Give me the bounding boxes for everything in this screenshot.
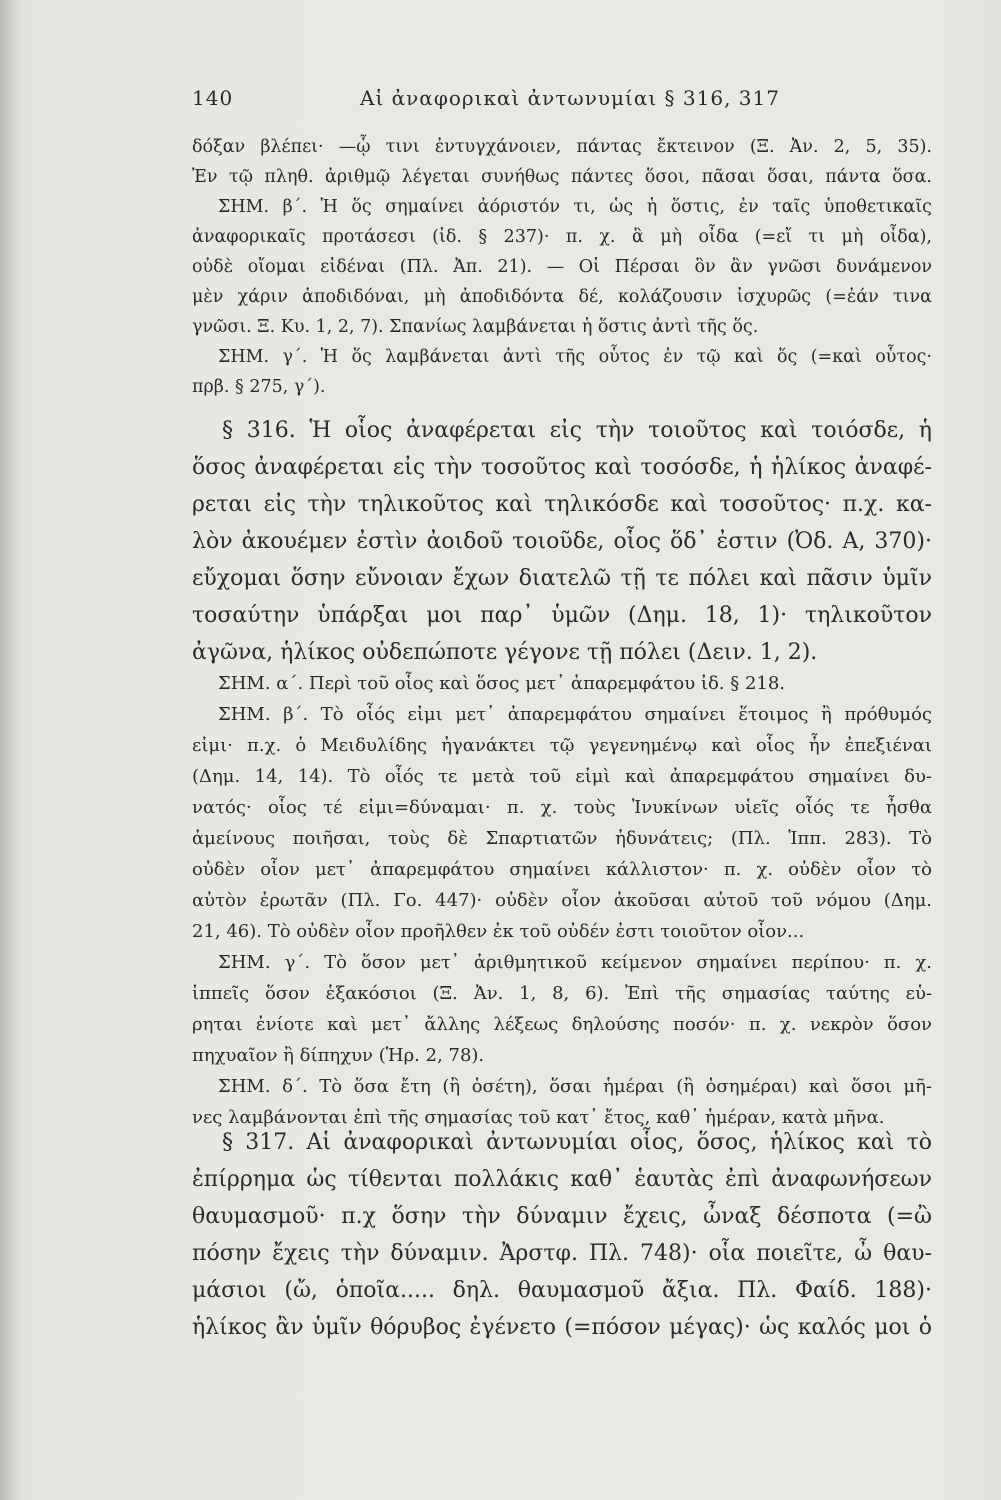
text-line: ρεται εἰς τὴν τηλικοῦτος καὶ τηλικόσδε καὶ τοσοῦτος· π.χ. κα- [192,492,932,517]
section-heading-line: § 317. Αἱ ἀναφορικαὶ ἀντωνυμίαι οἷος, ὅσος, ἡλίκος καὶ τὸ [222,1130,932,1155]
text-line: (Δημ. 14, 14). Τὸ οἷός τε μετὰ τοῦ εἰμὶ καὶ ἀπαρεμφάτου σημαίνει δυ- [192,766,932,787]
text-line: ΣΗΜ. γ΄. Τὸ ὅσον μετ᾽ ἀριθμητικοῦ κείμενον σημαίνει περίπου· π. χ. [218,952,932,973]
text-line: θαυμασμοῦ· π.χ ὅσην τὴν δύναμιν ἔχεις, ὦναξ δέσποτα (=ὢ [192,1204,932,1229]
text-line: πηχυαῖον ἢ δίπηχυν (Ἡρ. 2, 78). [192,1045,485,1066]
text-line: οὐδὲν οἷον μετ᾽ ἀπαρεμφάτου σημαίνει κάλλιστον· π. χ. οὐδὲν οἷον τὸ [192,859,932,880]
section-316 [192,412,932,671]
binding-shadow [0,0,22,1500]
text-line: ἡλίκος ἂν ὑμῖν θόρυβος ἐγένετο (=πόσον μέγας)· ὡς καλός μοι ὁ [192,1315,932,1340]
text-line: λὸν ἀκουέμεν ἐστὶν ἀοιδοῦ τοιοῦδε, οἷος ὅδ᾽ ἐστιν (Ὀδ. Α, 370)· [192,529,932,554]
text-line: εἰμι· π.χ. ὁ Μειδυλίδης ἠγανάκτει τῷ γεγενημένῳ καὶ οἷος ἦν ἐπεξιέναι [192,735,932,756]
text-line: ΣΗΜ. δ΄. Τὸ ὅσα ἔτη (ἢ ὁσέτη), ὅσαι ἡμέραι (ἢ ὁσημέραι) καὶ ὅσοι μῆ- [218,1076,932,1097]
text-line: ΣΗΜ. β΄. Ἡ ὅς σημαίνει ἀόριστόν τι, ὡς ἡ ὅστις, ἐν ταῖς ὑποθετικαῖς [218,197,932,217]
running-title: Αἱ ἀναφορικαὶ ἀντωνυμίαι § 316, 317 [360,86,780,110]
text-line: ρηται ἐνίοτε καὶ μετ᾽ ἄλλης λέξεως δηλούσης ποσόν· π. χ. νεκρὸν ὅσον [192,1014,932,1035]
section-heading-line: § 316. Ἡ οἷος ἀναφέρεται εἰς τὴν τοιοῦτος καὶ τοιόσδε, ἡ [222,418,932,443]
notes-315 [192,132,932,402]
text-line: γνῶσι. Ξ. Κυ. 1, 2, 7). Σπανίως λαμβάνεται ἡ ὅστις ἀντὶ τῆς ὅς. [192,317,759,337]
text-line: ἀγῶνα, ἡλίκος οὐδεπώποτε γέγονε τῇ πόλει (Δειν. 1, 2). [192,640,818,665]
text-line: ΣΗΜ. β΄. Τὸ οἷός εἰμι μετ᾽ ἀπαρεμφάτου σημαίνει ἕτοιμος ἢ πρόθυμός [218,704,932,725]
notes-316 [192,668,932,1133]
text-line: αὐτὸν ἐρωτᾶν (Πλ. Γο. 447)· οὐδὲν οἷον ἀκοῦσαι αὐτοῦ τοῦ νόμου (Δημ. [192,890,932,911]
text-line: ἐπίρρημα ὡς τίθενται πολλάκις καθ᾽ ἑαυτὰς ἐπὶ ἀναφωνήσεων [192,1167,932,1192]
text-line: δόξαν βλέπει· —ᾧ τινι ἐντυγχάνοιεν, πάντας ἔκτεινον (Ξ. Ἀν. 2, 5, 35). [192,137,932,157]
text-line: νες λαμβάνονται ἐπὶ τῆς σημασίας τοῦ κατ᾽ ἔτος, καθ᾽ ἡμέραν, κατὰ μῆνα. [192,1107,885,1128]
text-line: πρβ. § 275, γ΄). [192,377,326,397]
running-header [192,86,932,116]
text-line: ἀναφορικαῖς προτάσεσι (ἰδ. § 237)· π. χ. ἃ μὴ οἶδα (=εἴ τι μὴ οἶδα), [192,227,932,247]
text-line: ἀμείνους ποιῆσαι, τοὺς δὲ Σπαρτιατῶν ἠδυνάτεις; (Πλ. Ἱππ. 283). Τὸ [192,828,932,849]
text-line: πόσην ἔχεις τὴν δύναμιν. Ἀρστφ. Πλ. 748)· οἷα ποιεῖτε, ὦ θαυ- [192,1241,932,1266]
text-line: ἱππεῖς ὅσον ἑξακόσιοι (Ξ. Ἀν. 1, 8, 6). Ἐπὶ τῆς σημασίας ταύτης εὑ- [192,983,932,1004]
text-line: μάσιοι (ὤ, ὁποῖα..... δηλ. θαυμασμοῦ ἄξια. Πλ. Φαίδ. 188)· [192,1278,932,1303]
text-line: 21, 46). Τὸ οὐδὲν οἷον προῆλθεν ἐκ τοῦ οὐδέν ἐστι τοιοῦτον οἷον... [192,921,805,942]
text-line: οὐδὲ οἴομαι εἰδέναι (Πλ. Ἀπ. 21). — Οἱ Πέρσαι ὃν ἂν γνῶσι δυνάμενον [192,257,932,277]
text-line: ΣΗΜ. α΄. Περὶ τοῦ οἷος καὶ ὅσος μετ᾽ ἀπαρεμφάτου ἰδ. § 218. [218,673,786,694]
text-line: τοσαύτην ὑπάρξαι μοι παρ᾽ ὑμῶν (Δημ. 18, 1)· τηλικοῦτον [192,603,932,628]
text-line: μὲν χάριν ἀποδιδόναι, μὴ ἀποδιδόντα δέ, κολάζουσιν ἰσχυρῶς (=ἐάν τινα [192,287,932,307]
text-line: ΣΗΜ. γ΄. Ἡ ὅς λαμβάνεται ἀντὶ τῆς οὗτος ἐν τῷ καὶ ὅς (=καὶ οὗτος· [218,347,932,367]
section-317 [192,1124,932,1346]
text-line: Ἐν τῷ πληθ. ἀριθμῷ λέγεται συνήθως πάντες ὅσοι, πᾶσαι ὅσαι, πάντα ὅσα. [192,167,932,187]
text-line: εὔχομαι ὅσην εὔνοιαν ἔχων διατελῶ τῇ τε πόλει καὶ πᾶσιν ὑμῖν [192,566,932,591]
text-line: νατός· οἷος τέ εἰμι=δύναμαι· π. χ. τοὺς Ἰνυκίνων υἱεῖς οἷός τε ἦσθα [192,797,932,818]
text-line: ὅσος ἀναφέρεται εἰς τὴν τοσοῦτος καὶ τοσόσδε, ἡ ἡλίκος ἀναφέ- [192,455,932,480]
page-number: 140 [192,86,234,110]
